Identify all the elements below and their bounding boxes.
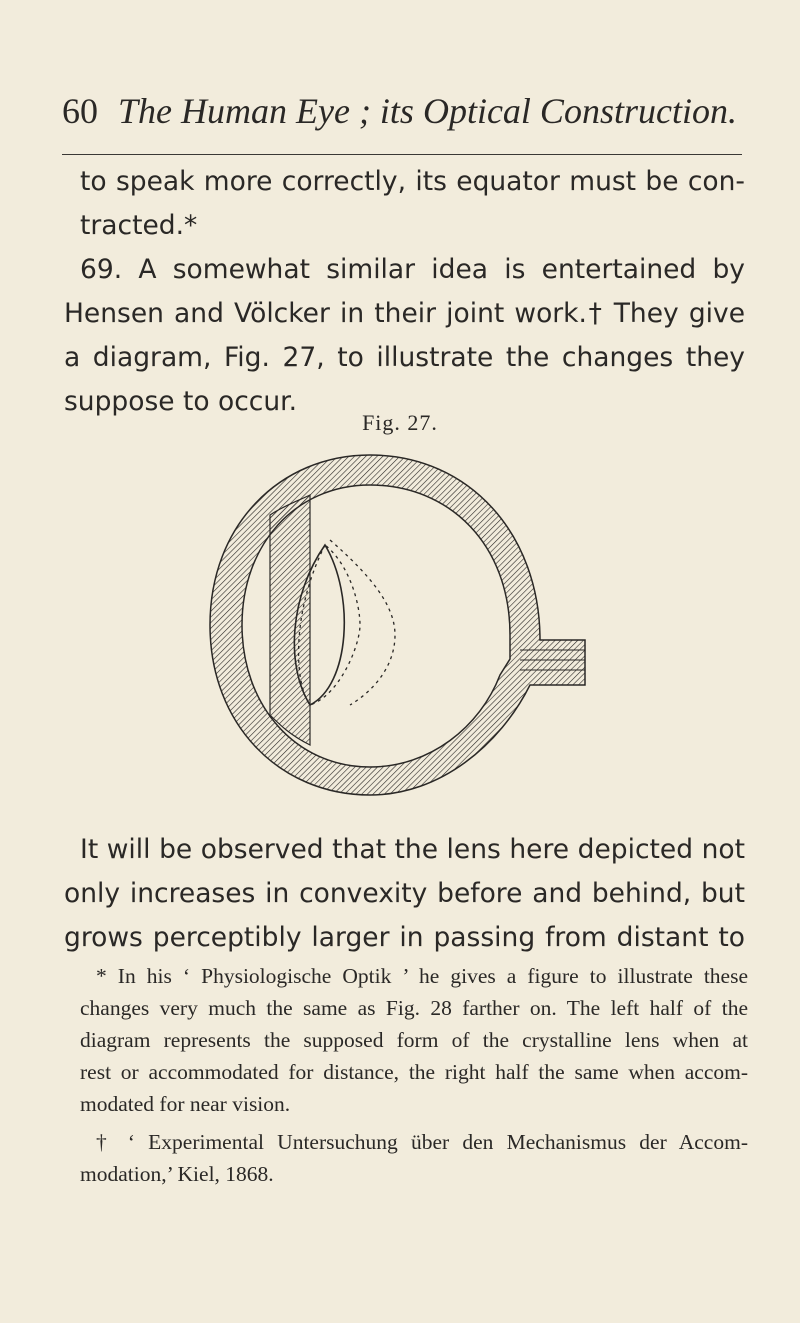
footnote-line: rest or accommodated for distance, the right half the same when accom-: [80, 1060, 748, 1084]
footnote-line: * In his ‘ Physiologische Optik ’ he gives a figure to illustrate these: [96, 964, 748, 988]
text-line: grows perceptibly larger in passing from distant to: [64, 922, 745, 953]
text-line: to speak more correctly, its equator must be con-: [80, 166, 745, 197]
text-line: only increases in convexity before and behind, but: [64, 878, 745, 909]
header-rule: [62, 154, 742, 155]
footnote-line: modated for near vision.: [80, 1092, 291, 1116]
footnote-line: † ‘ Experimental Untersuchung über den Mechanismus der Accom-: [96, 1130, 748, 1154]
text-line: a diagram, Fig. 27, to illustrate the changes they: [64, 342, 745, 373]
figure-27-eye-diagram: [190, 445, 590, 805]
anterior-wall: [270, 495, 310, 745]
text-line: suppose to occur.: [64, 386, 298, 417]
text-line: 69. A somewhat similar idea is entertained by: [80, 254, 745, 285]
running-title: The Human Eye ; its Optical Construction.: [118, 91, 737, 131]
running-header: [62, 90, 752, 140]
footnote-line: diagram represents the supposed form of the crystalline lens when at: [80, 1028, 748, 1052]
text-line: Hensen and Völcker in their joint work.† They give: [64, 298, 745, 329]
text-line: tracted.*: [80, 210, 198, 241]
page-number: 60: [62, 91, 98, 131]
text-line: It will be observed that the lens here depicted not: [80, 834, 745, 865]
figure-caption: Fig. 27.: [362, 410, 438, 435]
footnote-line: changes very much the same as Fig. 28 farther on. The left half of the: [80, 996, 748, 1020]
footnote-line: modation,’ Kiel, 1868.: [80, 1162, 274, 1186]
